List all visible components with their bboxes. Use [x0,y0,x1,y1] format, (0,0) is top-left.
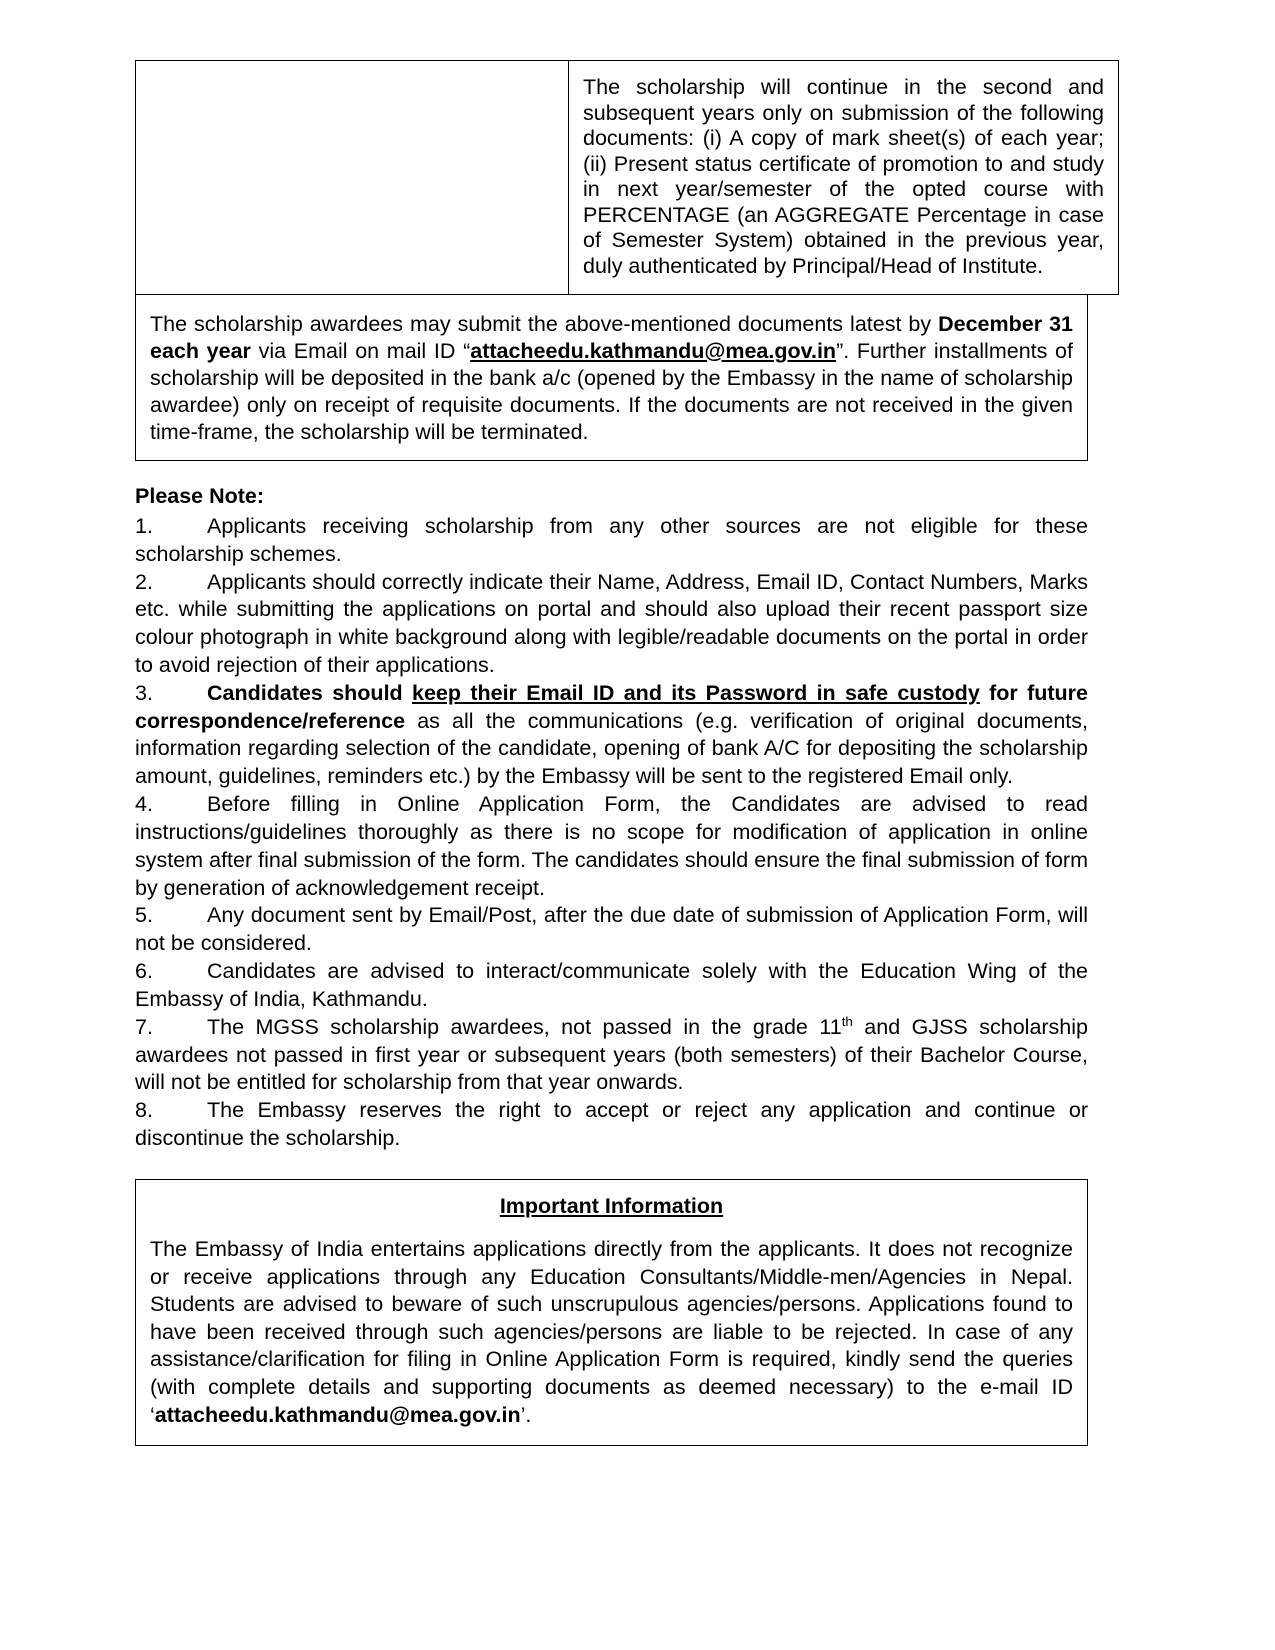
note-number-4: 4. [135,792,153,817]
note-7-superscript: th [841,1013,853,1029]
note-text-8: The Embassy reserves the right to accept or reject any application and continue or discontinue the scholarship. [135,1098,1088,1151]
note-3-bold-tail: for future correspondence/reference [135,680,1088,733]
deadline-text-part3: ”. Further installments of scholarship will be deposited in the bank a/c (opened by the Embassy in the name of scholarship awardee) only on receipt of requisite documents. If the documents are not received in the given time-frame, the scholarship will be terminated. [150,338,1073,444]
note-number-8: 8. [135,1098,153,1123]
note-3-bold-lead: Candidates should [207,680,412,705]
note-number-1: 1. [135,513,153,538]
deadline-date-bold: December 31 each year [150,311,1073,363]
table-row [136,61,1119,295]
table-cell-continuation-text [569,61,1119,295]
important-information-box [135,1179,1088,1446]
note-text-7-before-sup: The MGSS scholarship awardees, not passed in the grade 11 [207,1014,842,1039]
submission-deadline-box [135,295,1088,461]
note-item-6 [135,958,1088,1014]
note-text-3: as all the communications (e.g. verification of original documents, information regarding selection of the candidate, opening of bank A/C for depositing the scholarship amount, guidelines, reminders etc.) by the Embassy will be sent to the registered Email only. [135,708,1088,789]
note-3-bold-underline: keep their Email ID and its Password in safe custody [412,680,980,705]
note-item-5 [135,902,1088,958]
note-number-5: 5. [135,903,153,928]
please-note-section [135,483,1088,1153]
note-text-6: Candidates are advised to interact/communicate solely with the Education Wing of the Embassy of India, Kathmandu. [135,959,1088,1011]
email-link[interactable]: attacheedu.kathmandu@mea.gov.in [470,338,837,363]
note-text-2: Applicants should correctly indicate their Name, Address, Email ID, Contact Numbers, Marks etc. while submitting the applications on portal and should also upload their recent passport size colour photograph in white background along with legible/readable documents on the portal in order to avoid rejection of their applications. [135,569,1088,677]
note-item-2 [135,569,1088,680]
continuation-conditions-table [135,60,1119,295]
please-note-title: Please Note: [135,484,265,509]
note-item-4 [135,791,1088,902]
note-number-3: 3. [135,680,153,705]
info-email-bold[interactable]: attacheedu.kathmandu@mea.gov.in [154,1402,521,1427]
note-item-3 [135,680,1088,791]
note-item-1 [135,513,1088,569]
note-item-8 [135,1097,1088,1153]
info-text-part1: The Embassy of India entertains applications directly from the applicants. It does not recognize or receive applications through any Education Consultants/Middle-men/Agencies in Nepal. Students are advised to beware of such unscrupulous agencies/persons. Applications found to have been received through such agencies/persons are liable to be rejected. In case of any assistance/clarification for filing in Online Application Form is required, kindly send the queries (with complete details and supporting documents as deemed necessary) to the e-mail ID ‘ [150,1237,1073,1427]
important-information-heading: Important Information [499,1193,724,1218]
note-item-7 [135,1014,1088,1097]
note-number-2: 2. [135,569,153,594]
continuation-paragraph: The scholarship will continue in the second and subsequent years only on submission of the following documents: (i) A copy of mark sheet(s) of each year; (ii) Present status certificate of promotion to and study in next year/semester of the opted course with PERCENTAGE (an AGGREGATE Percentage in case of Semester System) obtained in the previous year, duly authenticated by Principal/Head of Institute. [583,75,1104,279]
deadline-text-part1: The scholarship awardees may submit the above-mentioned documents latest by [150,311,939,336]
note-number-7: 7. [135,1014,153,1039]
note-text-7-after-sup: and GJSS scholarship awardees not passed in first year or subsequent years (both semesters) of their Bachelor Course, will not be entitled for scholarship from that year onwards. [135,1014,1088,1095]
deadline-text-part2: via Email on mail ID “ [250,338,471,363]
note-number-6: 6. [135,959,153,984]
note-text-1: Applicants receiving scholarship from any other sources are not eligible for these scholarship schemes. [135,513,1088,566]
submission-deadline-paragraph [150,311,1073,446]
note-text-5: Any document sent by Email/Post, after the due date of submission of Application Form, will not be considered. [135,903,1088,956]
info-text-part2: ’. [520,1402,532,1427]
table-cell-left-blank [136,61,569,295]
note-text-4: Before filling in Online Application Form, the Candidates are advised to read instructions/guidelines thoroughly as there is no scope for modification of application in online system after final submission of the form. The candidates should ensure the final submission of form by generation of acknowledgement receipt. [135,792,1088,900]
important-information-body [150,1236,1073,1429]
